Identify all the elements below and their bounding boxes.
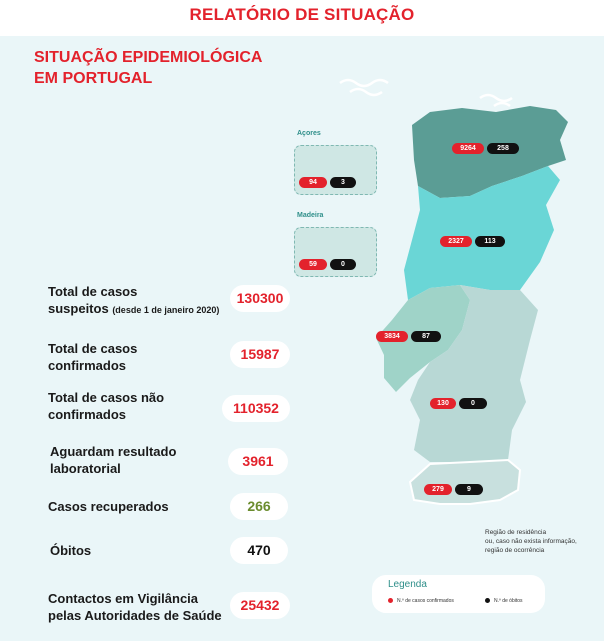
residence-note: Região de residência ou, caso não exista informação, região de ocorrência	[485, 529, 577, 554]
section-title: SITUAÇÃO EPIDEMIOLÓGICA EM PORTUGAL	[34, 49, 263, 87]
centro-deaths-badge: 113	[475, 236, 505, 247]
stat-awaiting-value: 3961	[228, 448, 288, 475]
stat-deaths-label: Óbitos	[50, 543, 92, 558]
stat-not-confirmed-value: 110352	[222, 395, 290, 422]
stat-confirmed-value: 15987	[230, 341, 290, 368]
norte-confirmed-badge: 9264	[452, 143, 484, 154]
stat-recovered-value: 266	[230, 493, 288, 520]
legend-deaths-label: N.º de óbitos	[494, 598, 523, 604]
madeira-confirmed-badge: 59	[299, 259, 327, 270]
stat-contacts-label: Contactos em Vigilância pelas Autoridades de Saúde	[48, 591, 222, 623]
stat-suspected-label: Total de casos suspeitos (desde 1 de janeiro 2020)	[48, 284, 220, 316]
acores-inset	[294, 145, 377, 195]
legend	[372, 575, 545, 613]
acores-label: Açores	[297, 130, 321, 137]
stat-deaths-value: 470	[230, 537, 288, 564]
madeira-label: Madeira	[297, 212, 324, 219]
stat-confirmed-label: Total de casos confirmados	[48, 341, 138, 373]
madeira-deaths-badge: 0	[330, 259, 356, 270]
stat-suspected-value: 130300	[230, 285, 290, 312]
lisboa-confirmed-badge: 3834	[376, 331, 408, 342]
wave-decoration-icon	[340, 80, 512, 106]
stat-contacts-value: 25432	[230, 592, 290, 619]
legend-confirmed-label: N.º de casos confirmados	[397, 598, 454, 604]
centro-confirmed-badge: 2327	[440, 236, 472, 247]
alentejo-confirmed-badge: 130	[430, 398, 456, 409]
madeira-inset	[294, 227, 377, 277]
stat-awaiting-label: Aguardam resultado laboratorial	[50, 444, 177, 476]
acores-deaths-badge: 3	[330, 177, 356, 188]
lisboa-deaths-badge: 87	[411, 331, 441, 342]
region-algarve	[410, 460, 520, 504]
stat-not-confirmed-label: Total de casos não confirmados	[48, 390, 165, 422]
algarve-deaths-badge: 9	[455, 484, 483, 495]
stat-recovered-label: Casos recuperados	[48, 499, 169, 514]
alentejo-deaths-badge: 0	[459, 398, 487, 409]
legend-title: Legenda	[388, 579, 427, 590]
algarve-confirmed-badge: 279	[424, 484, 452, 495]
page-title: RELATÓRIO DE SITUAÇÃO	[189, 5, 415, 24]
legend-confirmed-dot-icon	[388, 598, 393, 603]
legend-deaths-dot-icon	[485, 598, 490, 603]
acores-confirmed-badge: 94	[299, 177, 327, 188]
norte-deaths-badge: 258	[487, 143, 519, 154]
